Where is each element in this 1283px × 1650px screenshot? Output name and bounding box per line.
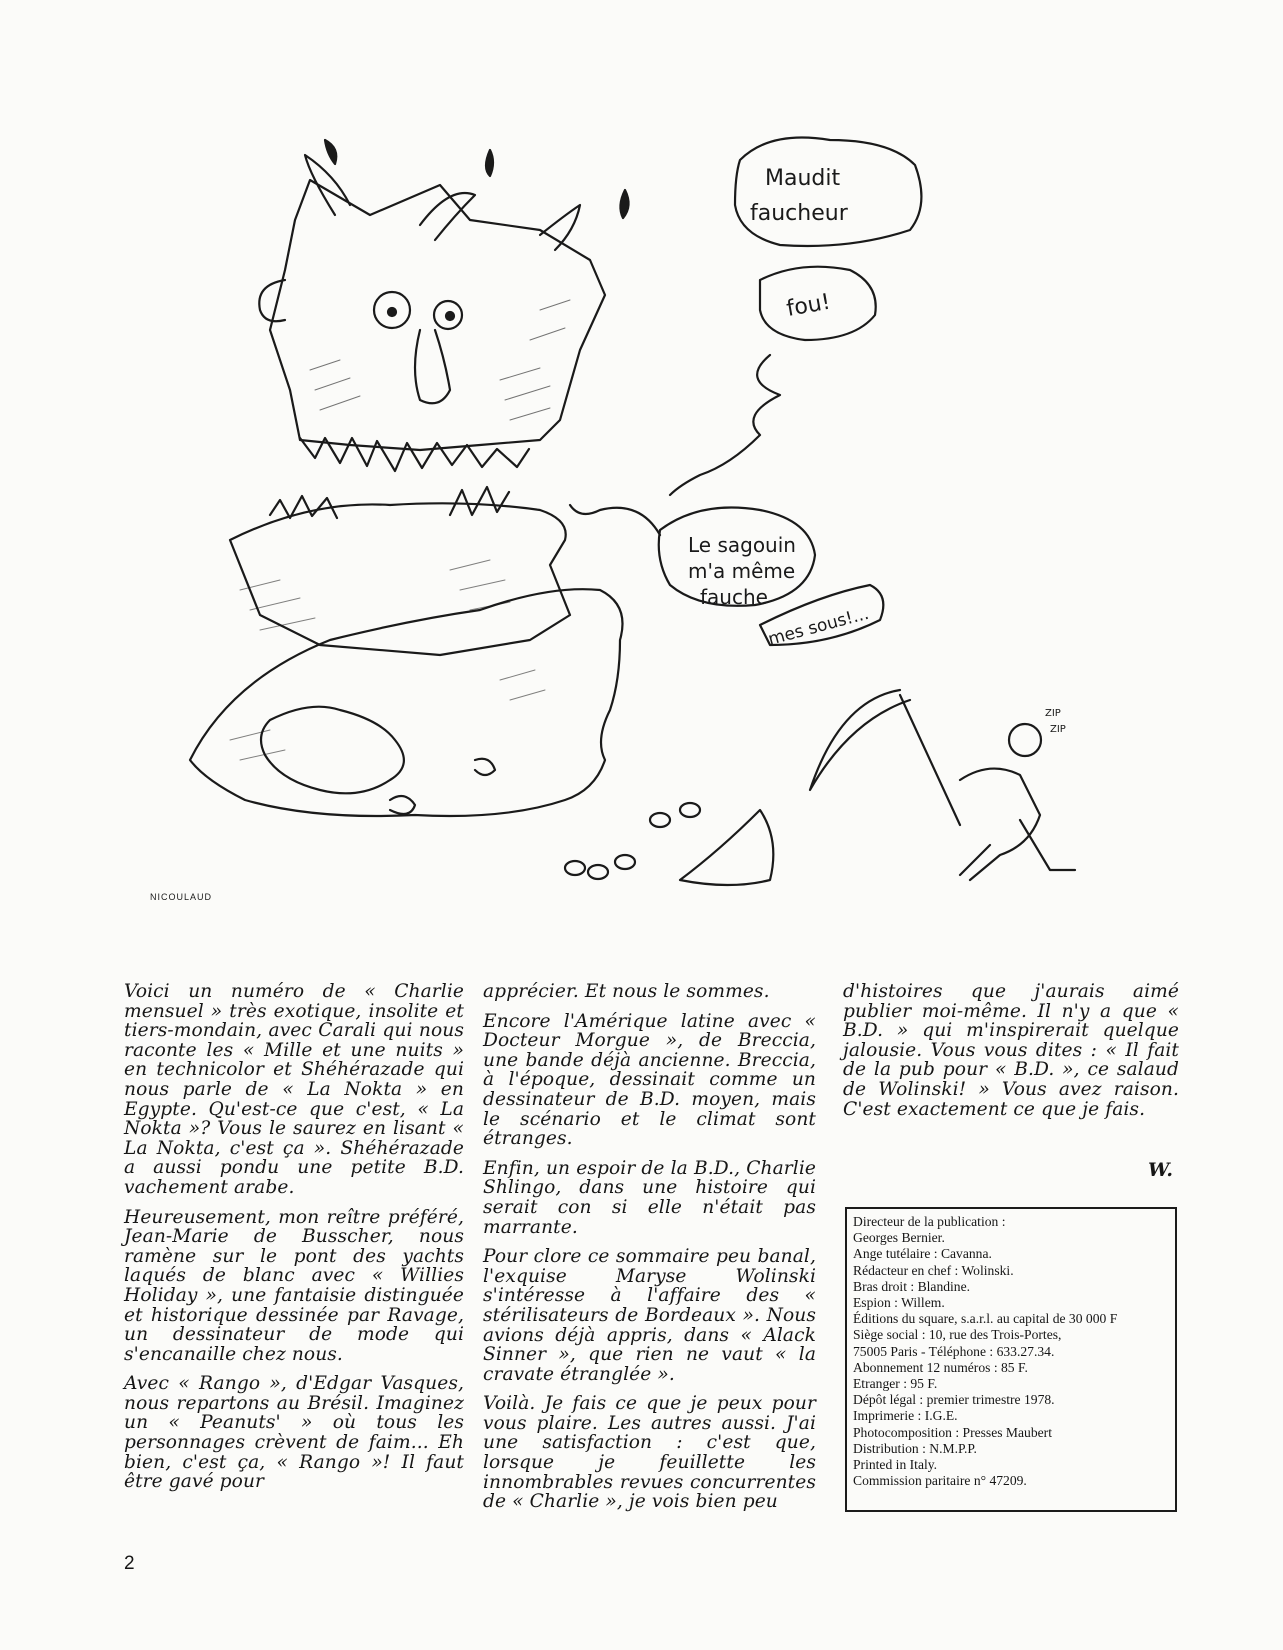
monster-jaw: [230, 503, 570, 655]
paragraph: Encore l'Amérique latine avec « Docteur Morgue », de Breccia, une bande déjà ancienne. Breccia, à l'époque, dessinait comme un dessinateur de B.D. moyen, mais le scénario et le climat sont étranges.: [483, 1010, 816, 1150]
monster-hand: [261, 707, 404, 794]
sound-effect-1: ZIP: [1045, 708, 1061, 719]
bubble-4-text: mes sous!...: [766, 603, 871, 650]
bubble-3-line-1: Le sagouin: [688, 533, 796, 557]
editor-signature: W.: [1148, 1159, 1173, 1181]
speech-bubble-1: [735, 138, 921, 247]
credit-line: Printed in Italy.: [853, 1457, 938, 1473]
credit-line: Abonnement 12 numéros : 85 F.: [853, 1359, 1028, 1375]
credit-line: Imprimerie : I.G.E.: [853, 1408, 958, 1424]
paragraph: d'histoires que j'aurais aimé publier moi-même. Il n'y a que « B.D. » qui m'inspirerait quelque jalousie. Vous vous dites : « Il fait de la pub pour « B.D. », ce salaud de Wolinski! » Vous avez raison. C'est exactement ce que je fais.: [843, 981, 1179, 1120]
article-column-2: [483, 982, 816, 1522]
bubble-3-line-3: fauche: [700, 585, 768, 609]
credit-line: Georges Bernier.: [853, 1230, 945, 1246]
article-column-3: [843, 982, 1179, 1129]
artist-signature: NICOULAUD: [150, 892, 213, 902]
credit-line: Bras droit : Blandine.: [853, 1278, 971, 1294]
paragraph: Heureusement, mon reître préféré, Jean-Marie de Busscher, nous ramène sur le pont des yachts laqués de blanc avec « Willies Holiday », une fantaisie distinguée et historique dessinée par Ravage, un dessinateur de mode qui s'encanaille chez nous.: [124, 1206, 464, 1365]
credit-line: Commission paritaire n° 47209.: [853, 1473, 1027, 1489]
cartoon-drawing: [120, 120, 1180, 970]
credit-line: Rédacteur en chef : Wolinski.: [853, 1262, 1014, 1278]
credit-line: 75005 Paris - Téléphone : 633.27.34.: [853, 1343, 1055, 1359]
paragraph: Enfin, un espoir de la B.D., Charlie Shlingo, dans une histoire qui serait con si elle n'était pas marrante.: [483, 1157, 816, 1238]
credit-line: Dépôt légal : premier trimestre 1978.: [853, 1392, 1055, 1408]
credit-line: Directeur de la publication :: [853, 1214, 1006, 1229]
paragraph: apprécier. Et nous le sommes.: [483, 981, 770, 1002]
paragraph: Pour clore ce sommaire peu banal, l'exquise Maryse Wolinski s'intéresse à l'affaire des « stérilisateurs de Bordeaux ». Nous avions déjà appris, dans « Alack Sinner », que rien ne vaut « la cravate étranglée ».: [483, 1246, 816, 1385]
sound-effect-2: ZIP: [1050, 724, 1066, 735]
credit-line: Siège social : 10, rue des Trois-Portes,: [853, 1327, 1062, 1343]
credit-line: Ange tutélaire : Cavanna.: [853, 1246, 992, 1262]
credit-line: Photocomposition : Presses Maubert: [853, 1424, 1052, 1440]
credit-line: Distribution : N.M.P.P.: [853, 1440, 977, 1456]
bubble-2-text: fou!: [784, 289, 833, 322]
cartoon-illustration: [120, 120, 1180, 970]
bubble-1-line-2: faucheur: [750, 201, 848, 226]
credit-line: Etranger : 95 F.: [853, 1376, 938, 1392]
publication-credits-box: [845, 1207, 1177, 1512]
credit-line: Espion : Willem.: [853, 1295, 945, 1311]
page-number: 2: [124, 1553, 135, 1574]
bubble-1-line-1: Maudit: [765, 166, 841, 191]
article-column-1: [124, 982, 464, 1502]
paragraph: Voici un numéro de « Charlie mensuel » très exotique, insolite et tiers-mondain, avec Carali qui nous raconte les « Mille et une nuits » en technicolor et Shéhérazade qui nous parle de « La Nokta » en Egypte. Qu'est-ce que c'est, « La Nokta »? Vous le saurez en lisant « La Nokta, c'est ça ». Shéhérazade a aussi pondu une petite B.D. vachement arabe.: [124, 981, 464, 1198]
reaper-scythe: [810, 690, 910, 790]
paragraph: Voilà. Je fais ce que je peux pour vous plaire. Les autres aussi. J'ai une satisfaction : c'est que, lorsque je feuillette les innombrables revues concurrentes de « Charlie », je vois bien peu: [483, 1393, 816, 1513]
paragraph: Avec « Rango », d'Edgar Vasques, nous repartons au Brésil. Imaginez un « Peanuts' » où tous les personnages crèvent de faim... Eh bien, c'est ça, « Rango »! Il faut être gavé pour: [124, 1373, 464, 1493]
credit-line: Éditions du square, s.a.r.l. au capital de 30 000 F: [853, 1311, 1118, 1327]
bubble-3-line-2: m'a même: [688, 559, 796, 583]
